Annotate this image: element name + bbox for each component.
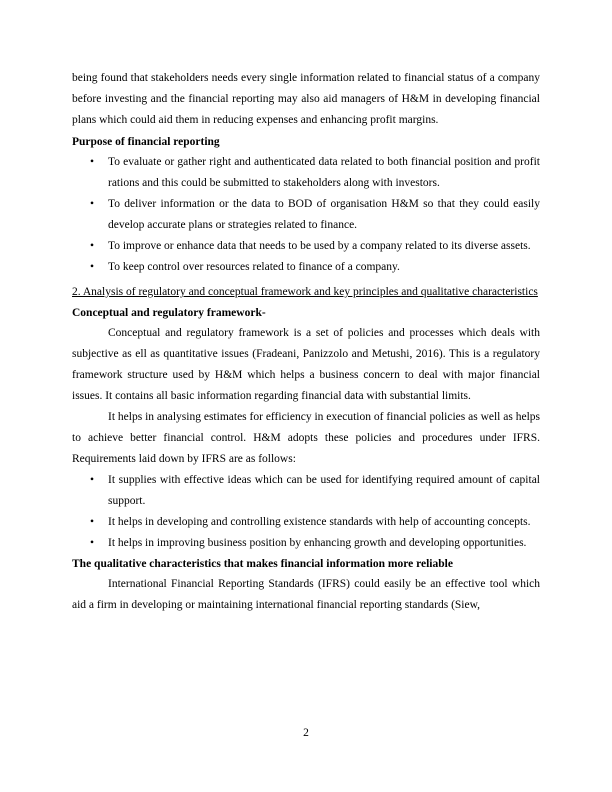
list-item-text: To deliver information or the data to BOD of organisation H&M so that they could easily develop accurate plans or strategies related to finance. xyxy=(108,198,540,231)
section-heading: 2. Analysis of regulatory and conceptual framework and key principles and qualitative characteristics xyxy=(72,286,538,298)
list-item-text: It helps in developing and controlling existence standards with help of accounting concepts. xyxy=(108,516,531,528)
paragraph-qualitative: International Financial Reporting Standards (IFRS) could easily be an effective tool which aid a firm in developing or maintaining international financial reporting standards (Siew, xyxy=(72,578,540,611)
list-item xyxy=(72,236,540,257)
bullet-icon: • xyxy=(90,240,95,252)
list-item-text: To improve or enhance data that needs to be used by a company related to its diverse assets. xyxy=(108,240,531,252)
bullet-icon: • xyxy=(90,198,95,210)
paragraph-conceptual-1: Conceptual and regulatory framework is a set of policies and processes which deals with subjective as ell as quantitative issues (Fradeani, Panizzolo and Metushi, 2016). This is a regulatory framework structure used by H&M which helps a business concern to deal with major financial issues. It contains all basic information regarding financial data with substantial limits. xyxy=(72,327,540,402)
list-item xyxy=(72,512,540,533)
conceptual-heading: Conceptual and regulatory framework- xyxy=(72,307,266,319)
document-page xyxy=(72,68,540,616)
bullet-icon: • xyxy=(90,537,95,549)
purpose-heading: Purpose of financial reporting xyxy=(72,136,220,148)
qualitative-heading: The qualitative characteristics that makes financial information more reliable xyxy=(72,558,453,570)
bullet-icon: • xyxy=(90,156,95,168)
list-item-text: To evaluate or gather right and authenticated data related to both financial position and profit rations and this could be submitted to stakeholders along with investors. xyxy=(108,156,540,189)
list-item-text: It helps in improving business position by enhancing growth and developing opportunities. xyxy=(108,537,527,549)
paragraph-conceptual-2: It helps in analysing estimates for efficiency in execution of financial policies as well as helps to achieve better financial control. H&M adopts these policies and procedures under IFRS. Requirements laid down by IFRS are as follows: xyxy=(72,411,540,465)
ifrs-bullet-list xyxy=(72,470,540,554)
bullet-icon: • xyxy=(90,261,95,273)
bullet-icon: • xyxy=(90,474,95,486)
list-item xyxy=(72,470,540,512)
bullet-icon: • xyxy=(90,516,95,528)
purpose-bullet-list xyxy=(72,152,540,278)
list-item-text: It supplies with effective ideas which can be used for identifying required amount of capital support. xyxy=(108,474,540,507)
list-item xyxy=(72,194,540,236)
list-item xyxy=(72,257,540,278)
list-item xyxy=(72,152,540,194)
paragraph-intro: being found that stakeholders needs every single information related to financial status of a company before investing and the financial reporting may also aid managers of H&M in developing financial plans which could aid them in reducing expenses and enhancing profit margins. xyxy=(72,72,540,126)
list-item xyxy=(72,533,540,554)
page-number: 2 xyxy=(303,727,309,739)
list-item-text: To keep control over resources related to finance of a company. xyxy=(108,261,400,273)
